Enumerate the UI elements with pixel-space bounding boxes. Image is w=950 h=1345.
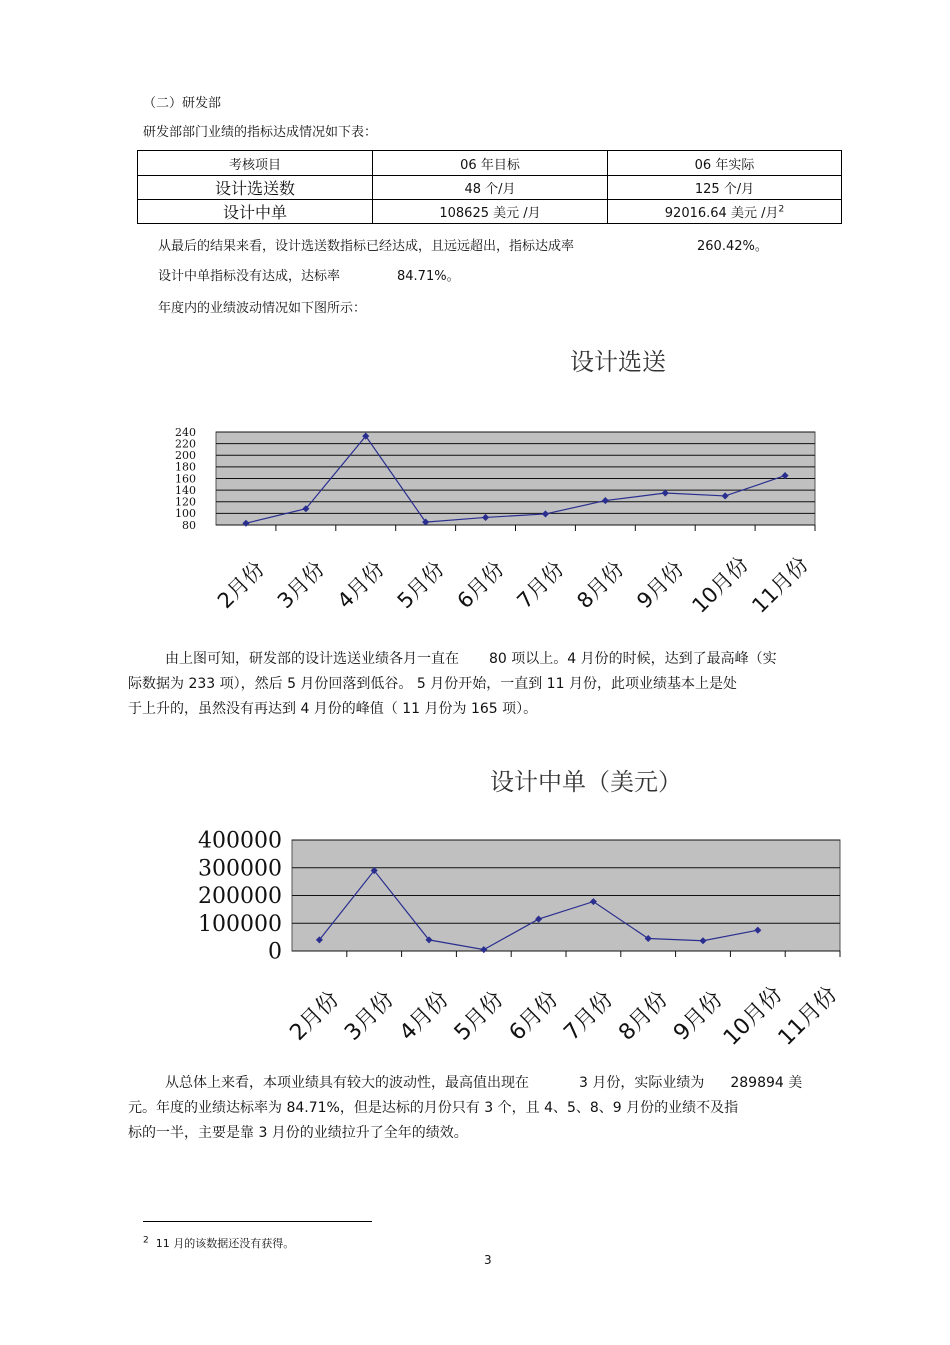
- x-category-label: 9月份: [632, 556, 689, 614]
- footnote-number: 2: [143, 1235, 149, 1246]
- y-tick-label: 100000: [198, 911, 282, 937]
- footnote-text: 11 月的该数据还没有获得。: [155, 1237, 295, 1250]
- y-tick-label: 160: [175, 472, 196, 486]
- summary-text: 设计中单指标没有达成，达标率: [158, 269, 341, 284]
- table-header-cell: 考核项目: [138, 151, 373, 176]
- footnote-ref: 2: [778, 204, 785, 215]
- table-cell: 设计中单: [138, 200, 373, 224]
- x-category-label: 3月份: [340, 987, 399, 1046]
- y-tick-label: 200000: [198, 884, 282, 910]
- summary-text: 从最后的结果来看，设计选送数指标已经达成，且远远超出，指标达成率: [158, 239, 575, 254]
- x-category-label: 2月份: [285, 987, 345, 1046]
- x-category-label: 10月份: [718, 982, 788, 1051]
- x-category-label: 8月份: [572, 556, 629, 614]
- chart-order-amount: [160, 828, 850, 1058]
- y-tick-label: 120: [175, 495, 196, 509]
- paragraph-line: 元。年度的业绩达标率为 84.71%，但是达标的月份只有 3 个，且 4、5、8、9 月份的业绩不及指: [128, 1100, 739, 1116]
- paragraph-line: [165, 647, 777, 672]
- y-tick-label: 80: [182, 518, 196, 532]
- chart2-title: 设计中单（美元）: [490, 768, 682, 796]
- table-intro: 研发部部门业绩的指标达成情况如下表：: [143, 125, 378, 140]
- table-row: [138, 176, 842, 200]
- paragraph-text: 289894 美: [730, 1075, 803, 1091]
- x-category-label: 5月份: [449, 987, 509, 1046]
- x-category-label: 11月份: [747, 552, 813, 618]
- x-category-label: 3月份: [272, 556, 329, 614]
- footnote: [143, 1235, 294, 1251]
- chart-selection-count: [160, 425, 840, 645]
- table-row: [138, 200, 842, 224]
- section-heading: （二）研发部: [143, 96, 222, 111]
- x-category-label: 2月份: [212, 556, 270, 614]
- x-category-label: 4月份: [332, 556, 389, 614]
- paragraph-text: 从总体上来看，本项业绩具有较大的波动性，最高值出现在: [165, 1075, 529, 1091]
- x-category-label: 10月份: [687, 552, 753, 618]
- x-category-label: 9月份: [669, 987, 728, 1046]
- table-cell: 48 个/月: [373, 176, 608, 200]
- table-header-cell: 06 年目标: [373, 151, 608, 176]
- summary-rate: 260.42%。: [697, 239, 768, 254]
- paragraph-line: 标的一半，主要是靠 3 月份的业绩拉升了全年的绩效。: [128, 1125, 468, 1141]
- y-tick-label: 140: [175, 483, 196, 497]
- table-cell: 设计选送数: [138, 176, 373, 200]
- summary-rate: 84.71%。: [397, 269, 460, 284]
- x-category-label: 5月份: [392, 556, 449, 614]
- table-cell: 108625 美元 /月: [373, 200, 608, 224]
- paragraph-line: 际数据为 233 项），然后 5 月份回落到低谷。 5 月份开始，一直到 11 月份，此项业绩基本上是处: [128, 676, 737, 692]
- table-cell: 125 个/月: [608, 176, 842, 200]
- x-category-label: 7月份: [512, 556, 569, 614]
- y-tick-label: 200: [175, 449, 196, 463]
- y-tick-label: 0: [268, 939, 282, 965]
- x-category-label: 11月份: [773, 982, 843, 1051]
- y-tick-label: 400000: [198, 828, 282, 854]
- y-tick-label: 220: [175, 437, 196, 451]
- page-number: 3: [484, 1253, 492, 1267]
- paragraph-text: 3 月份，实际业绩为: [579, 1075, 705, 1091]
- chart1-title: 设计选送: [570, 348, 666, 376]
- y-tick-label: 240: [175, 425, 196, 439]
- paragraph-line: [165, 1071, 802, 1096]
- paragraph-line: 于上升的，虽然没有再达到 4 月份的峰值（ 11 月份为 165 项）。: [128, 701, 538, 717]
- x-category-label: 6月份: [504, 987, 564, 1046]
- footnote-divider: [143, 1221, 372, 1222]
- y-tick-label: 100: [175, 507, 196, 521]
- chart-intro: 年度内的业绩波动情况如下图所示：: [158, 301, 367, 316]
- y-tick-label: 300000: [198, 856, 282, 882]
- x-category-label: 6月份: [452, 556, 509, 614]
- y-tick-label: 180: [175, 460, 196, 474]
- paragraph-text: 80 项以上。4 月份的时候，达到了最高峰（实: [489, 651, 777, 667]
- paragraph-text: 由上图可知，研发部的设计选送业绩各月一直在: [165, 651, 459, 667]
- x-category-label: 4月份: [395, 987, 454, 1046]
- x-category-label: 7月份: [559, 987, 619, 1046]
- table-header-cell: 06 年实际: [608, 151, 842, 176]
- table-header-row: [138, 151, 842, 176]
- kpi-table: [137, 150, 842, 224]
- x-category-label: 8月份: [614, 987, 673, 1046]
- table-cell: [608, 200, 842, 224]
- actual-value: 92016.64 美元 /月: [664, 206, 779, 221]
